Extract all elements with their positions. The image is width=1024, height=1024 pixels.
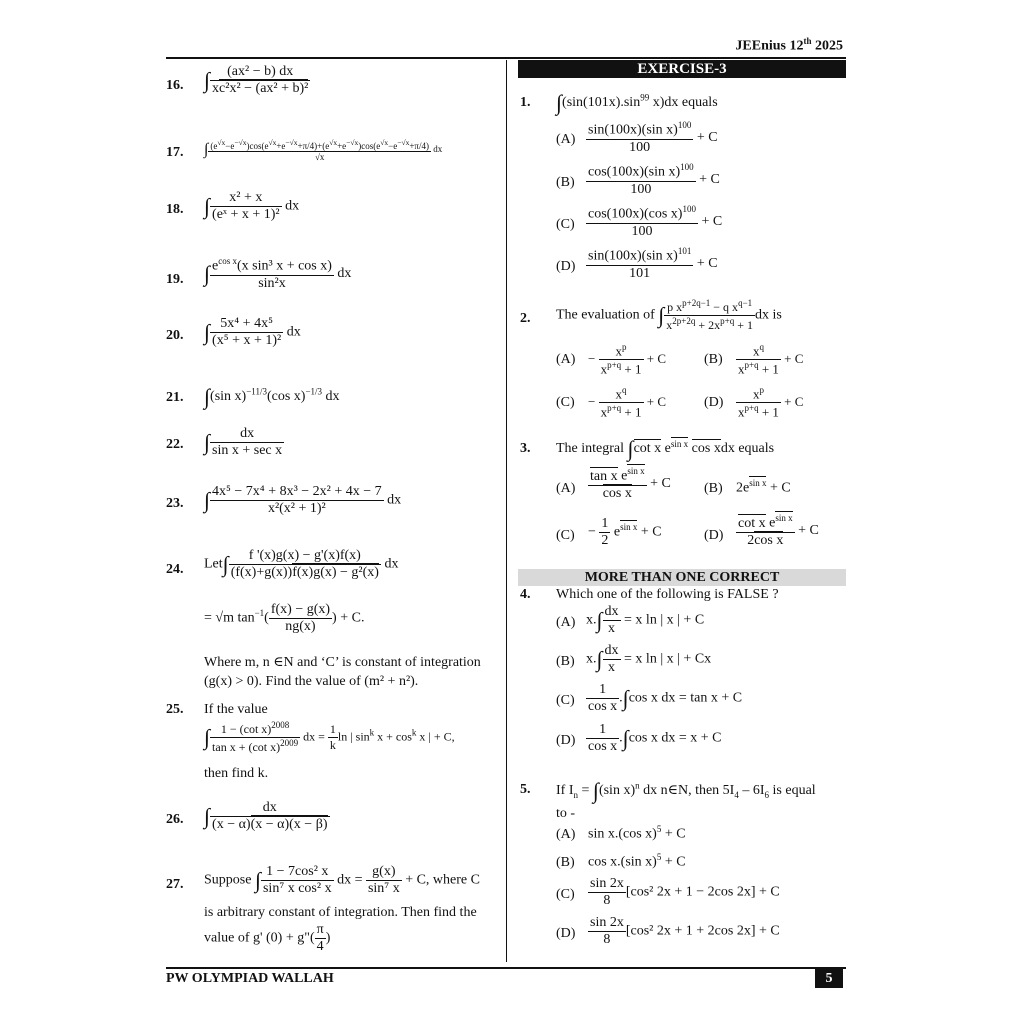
exercise-q5-option-d: $\frac{\sin 2x}{8}$ [cos² 2x + 1 + 2cos 2x] + C (590, 915, 780, 947)
exercise-q3-label-d: (D) (704, 528, 724, 543)
question-21-integral: ∫(sin x)$^{-11/3}$(cos x)$^{-1/3}$ dx (204, 384, 340, 409)
question-18-integral: ∫ $\frac{\text{x² + x}}{\text{(eˣ + x + 1)²}}$ dx (204, 190, 300, 222)
exercise-q5-line2: to - (556, 806, 576, 821)
question-26-integral: ∫ $\frac{dx}{(x - \alpha)(x - \alpha)(x - \beta)}$ (204, 800, 328, 832)
question-19-number: 19. (166, 272, 184, 287)
exercise-q4-option-d: $\frac{1}{\text{cos x}}$ .∫cos x dx = x + C (588, 722, 722, 754)
column-divider (506, 60, 507, 962)
exercise-q1-option-b: $\frac{\cos(100x)(\sin x)^{100}}{100}$ + C (588, 162, 720, 197)
exercise-q2-label-d: (D) (704, 395, 724, 410)
exercise-q5-option-a: sin x.(cos x)$^5$ + C (588, 824, 686, 842)
question-22-integral: ∫ $\frac{dx}{\text{sin x + sec x}}$ (204, 426, 283, 458)
exercise-q5-label-b: (B) (556, 855, 575, 870)
exercise-q2-option-b: $\frac{x^q}{x^{p+q} + 1}$ + C (738, 342, 804, 377)
question-20-number: 20. (166, 328, 184, 343)
question-24-number: 24. (166, 562, 184, 577)
more-than-one-correct-banner: MORE THAN ONE CORRECT (518, 569, 846, 586)
exercise-q1-number: 1. (520, 95, 531, 110)
exercise-q4-option-c: $\frac{1}{\text{cos x}}$ .∫cos x dx = tan x + C (588, 682, 743, 714)
exercise-q3-number: 3. (520, 441, 531, 456)
exercise-q3-label-b: (B) (704, 481, 723, 496)
exercise-q2-number: 2. (520, 311, 531, 326)
question-19-integral: ∫ $\frac{e^{cos x}(x \sin^3 x + \cos x)}{\text{sin²x}}$ dx (204, 256, 352, 291)
exercise-q1-label-d: (D) (556, 259, 576, 274)
question-26-number: 26. (166, 812, 184, 827)
bottom-rule (166, 967, 846, 969)
top-rule (166, 57, 846, 59)
question-23-number: 23. (166, 496, 184, 511)
page-number: 5 (815, 969, 843, 988)
exercise-q2-option-a: − $\frac{x^p}{x^{p+q} + 1}$ + C (588, 342, 667, 377)
question-23-integral: ∫ $\frac{\text{4x⁵ − 7x⁴ + 8x³ − 2x² + 4x − 7}}{\text{x²(x² + 1)²}}$ dx (204, 484, 402, 516)
exercise-q4-option-a: x.∫ $\frac{dx}{x}$ = x ln | x | + C (586, 604, 705, 636)
exercise-q1-option-a: $\frac{\sin(100x)(\sin x)^{100}}{100}$ + C (588, 120, 718, 155)
exercise-q2-label-b: (B) (704, 352, 723, 367)
exercise-q4-number: 4. (520, 587, 531, 602)
exercise-q4-option-b: x.∫ $\frac{dx}{x}$ = x ln | x | + Cx (586, 643, 712, 675)
exercise-q2-option-c: − $\frac{x^q}{x^{p+q} + 1}$ + C (588, 385, 667, 420)
question-27-integral: Suppose ∫ $\frac{\text{1 − 7cos² x}}{\text{sin⁷ x cos² x}}$ dx = $\frac{g(x)}{\text{sin⁷ x}}$ + C, where C (204, 864, 480, 896)
exercise-q2-label-c: (C) (556, 395, 575, 410)
exercise-q5-label-a: (A) (556, 827, 576, 842)
question-18-number: 18. (166, 202, 184, 217)
question-27-number: 27. (166, 877, 184, 892)
question-21-number: 21. (166, 390, 184, 405)
exercise-q1-stem: $\int(\sin(101x).\sin^{99}$ x)dx equals (556, 90, 718, 115)
exercise-q3-option-b: $2e^{sin x} + C$ (736, 478, 791, 496)
exercise-q4-stem: Which one of the following is FALSE ? (556, 587, 779, 602)
exercise-q1-label-b: (B) (556, 175, 575, 190)
exercise-q1-label-c: (C) (556, 217, 575, 232)
page-header: JEEnius 12th 2025 (735, 36, 843, 54)
question-25-lead: If the value (204, 702, 268, 717)
question-24-text: Where m, n ∈N and ‘C’ is constant of integration (g(x) > 0). Find the value of (m² + n²). (204, 655, 481, 689)
exercise-q5-label-d: (D) (556, 926, 576, 941)
question-22-number: 22. (166, 437, 184, 452)
exercise-q1-label-a: (A) (556, 132, 576, 147)
exercise-q5-number: 5. (520, 782, 531, 797)
exercise-q5-stem: If $I_n = \int(\sin$ x)$^n$ dx n∈N, then $5I_4 - 6I_6$ is equal (556, 778, 816, 803)
exercise-q3-label-a: (A) (556, 481, 576, 496)
exercise-q4-label-d: (D) (556, 733, 576, 748)
question-24-result: = √m $\tan^{-1}$( $\frac{f(x) - g(x)}{ng(x)}$ ) + C. (204, 602, 365, 634)
exercise-q3-option-c: − $\frac{1}{2}$ $e^{sin x} + C$ (588, 516, 662, 548)
exercise-q4-label-a: (A) (556, 615, 576, 630)
exercise-q5-option-c: $\frac{\sin 2x}{8}$ [cos² 2x + 1 − 2cos 2x] + C (590, 876, 780, 908)
question-27-text: is arbitrary constant of integration. Then find the (204, 905, 477, 920)
exercise-q3-stem: The integral ∫cot x $e^{sin x}$ cos xdx equals (556, 436, 775, 461)
question-16-integral: ∫ $\frac{\text{(ax² − b) dx}}{\text{xc²x² − (ax² + b)²}}$ (204, 64, 309, 96)
question-25-tail: then find k. (204, 766, 269, 781)
exercise-q4-label-b: (B) (556, 654, 575, 669)
question-17-integral: ∫ $\frac{(e^{√x}-e^{-√x})\cos(e^{√x}+e^{-√x}+\pi/4)+(e^{√x}+e^{-√x})\cos(e^{√x}-e^{-√x}+\pi/4)}{√x}$ dx (204, 138, 443, 162)
question-24-integral: Let∫ $\frac{f '(x)g(x) - g'(x)f(x)}{\text{(f(x)+g(x))f(x)g(x) − g²(x)}}$ dx (204, 548, 399, 580)
exercise-q3-option-d: $\frac{\cot x e^{sin x}}{\text{2cos x}}$ + C (738, 513, 819, 548)
exercise-q2-stem: The evaluation of ∫ $\frac{p x^{p+2q-1} - q x^{q-1}}{x^{2p+2q} + 2x^{p+q} + 1}$ dx is (556, 298, 782, 332)
question-17-number: 17. (166, 145, 184, 160)
question-27-last: value of g' (0) + g"( $\frac{\pi}{4}$ ) (204, 922, 331, 954)
exercise-q3-option-a: $\frac{\tan x e^{sin x}}{\text{cos x}}$ + C (590, 466, 671, 501)
exercise-q5-option-b: cos x.(sin x)$^5$ + C (588, 852, 686, 870)
question-20-integral: ∫ $\frac{\text{5x⁴ + 4x⁵}}{\text{(x⁵ + x + 1)²}}$ dx (204, 316, 301, 348)
exercise-q2-label-a: (A) (556, 352, 576, 367)
exercise-q5-label-c: (C) (556, 887, 575, 902)
exercise-q1-option-d: $\frac{\sin(100x)(\sin x)^{101}}{101}$ + C (588, 246, 718, 281)
footer-brand: PW OLYMPIAD WALLAH (166, 971, 334, 986)
exercise-q4-label-c: (C) (556, 693, 575, 708)
exercise-banner: EXERCISE-3 (518, 60, 846, 78)
exercise-q2-option-d: $\frac{x^p}{x^{p+q} + 1}$ + C (738, 385, 804, 420)
exercise-q1-option-c: $\frac{\cos(100x)(\cos x)^{100}}{100}$ + C (588, 204, 723, 239)
exercise-q3-label-c: (C) (556, 528, 575, 543)
question-16-number: 16. (166, 78, 184, 93)
question-25-number: 25. (166, 702, 184, 717)
question-25-integral: ∫ $\frac{1 - (\cot x)^{2008}}{\tan x + (\cot x)^{2009}}$ dx = $\frac{1}{k}$ ln | $\sin^k x + \cos^k x$ | + C, (204, 720, 455, 754)
